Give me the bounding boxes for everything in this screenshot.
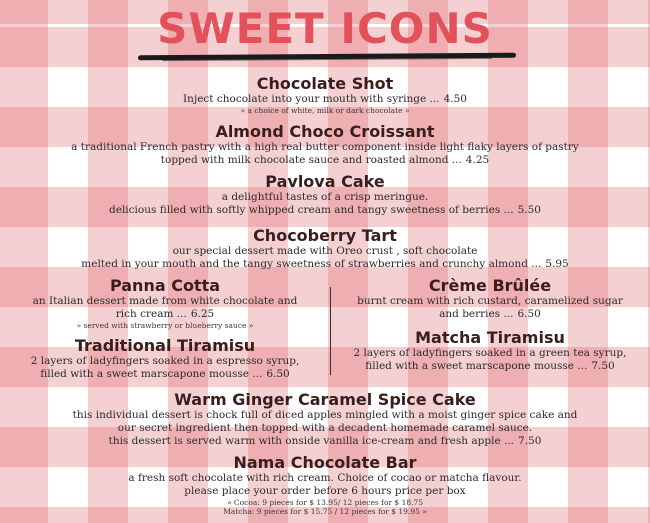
- item-description: an Italian dessert made from white chocolate and: [32, 295, 298, 307]
- item-description: 2 layers of ladyfingers soaked in a espresso syrup,: [30, 355, 300, 367]
- item-note: Matcha: 9 pieces for $ 15.75 / 12 pieces for $ 19.95 »: [223, 507, 427, 516]
- item-name: Panna Cotta: [109, 276, 221, 295]
- item-description: delicious filled with softly whipped cream and tangy sweetness of berries ... 5.50: [109, 204, 541, 216]
- menu-item-chocolate-shot: [0, 74, 650, 115]
- item-description: our secret ingredient then topped with a decadent homemade caramel sauce.: [117, 422, 533, 434]
- item-name: Crème Brûlée: [428, 276, 552, 295]
- menu-item-pavlova-cake: [0, 172, 650, 217]
- item-price: 4.25: [465, 154, 490, 166]
- menu-item-ginger-caramel-spice-cake: [0, 390, 650, 448]
- item-note: » a choice of white, milk or dark chocolate »: [240, 106, 410, 115]
- item-name: Chocolate Shot: [256, 74, 394, 93]
- menu-item-panna-cotta: [4, 276, 326, 330]
- item-name: Almond Choco Croissant: [215, 122, 435, 141]
- item-description: our special dessert made with Oreo crust , soft chocolate: [172, 245, 478, 257]
- item-description: 2 layers of ladyfingers soaked in a green tea syrup,: [353, 347, 627, 359]
- menu-item-traditional-tiramisu: [4, 336, 326, 381]
- item-note: » Cocoa: 9 pieces for $ 13.95/ 12 pieces for $ 18.75: [226, 498, 424, 507]
- item-description: this individual dessert is chock full of diced apples mingled with a moist ginger spice cake and: [72, 409, 578, 421]
- menu-item-nama-chocolate-bar: [0, 453, 650, 516]
- item-description: melted in your mouth and the tangy sweetness of strawberries and crunchy almond ... 5.95: [81, 258, 569, 270]
- menu-item-almond-choco-croissant: [0, 122, 650, 167]
- menu-item-matcha-tiramisu: [334, 328, 646, 373]
- item-name: Nama Chocolate Bar: [233, 453, 417, 472]
- column-divider: [330, 287, 331, 375]
- item-name: Warm Ginger Caramel Spice Cake: [174, 390, 476, 409]
- item-price: 5.50: [517, 204, 541, 216]
- item-price: 7.50: [591, 360, 615, 372]
- item-description: rich cream ... 6.25: [115, 308, 215, 320]
- item-description: this dessert is served warm with onside vanilla ice-cream and fresh apple ... 7.50: [108, 435, 542, 447]
- menu-title: SWEET ICONS: [157, 4, 493, 53]
- item-name: Matcha Tiramisu: [415, 328, 565, 347]
- item-description: a fresh soft chocolate with rich cream. Choice of cocao or matcha flavour.: [128, 472, 522, 484]
- item-description: filled with a sweet marscapone mousse ... 6.50: [40, 368, 290, 380]
- item-price: 6.50: [266, 368, 290, 380]
- item-price: 6.50: [517, 308, 541, 320]
- item-price: 6.25: [190, 308, 215, 320]
- item-name: Traditional Tiramisu: [74, 336, 256, 355]
- item-description: filled with a sweet marscapone mousse ... 7.50: [365, 360, 615, 372]
- item-name: Chocoberry Tart: [253, 226, 397, 245]
- item-description: a delightful tastes of a crisp meringue.: [221, 191, 429, 203]
- item-price: 7.50: [518, 435, 542, 447]
- item-price: 4.50: [443, 93, 467, 105]
- menu-item-chocoberry-tart: [0, 226, 650, 271]
- item-description: burnt cream with rich custard, caramelized sugar: [357, 295, 623, 307]
- item-price: 5.95: [545, 258, 569, 270]
- item-name: Pavlova Cake: [265, 172, 385, 191]
- item-description: a traditional French pastry with a high real butter component inside light flaky layers of pastry: [71, 141, 579, 153]
- item-note: » served with strawberry or blueberry sauce »: [76, 321, 254, 330]
- item-description: and berries ... 6.50: [439, 308, 541, 320]
- item-description: please place your order before 6 hours price per box: [184, 485, 466, 497]
- item-description: topped with milk chocolate sauce and roasted almond ... 4.25: [160, 154, 490, 166]
- menu-item-creme-brulee: [334, 276, 646, 321]
- item-description: Inject chocolate into your mouth with syringe ... 4.50: [183, 93, 467, 105]
